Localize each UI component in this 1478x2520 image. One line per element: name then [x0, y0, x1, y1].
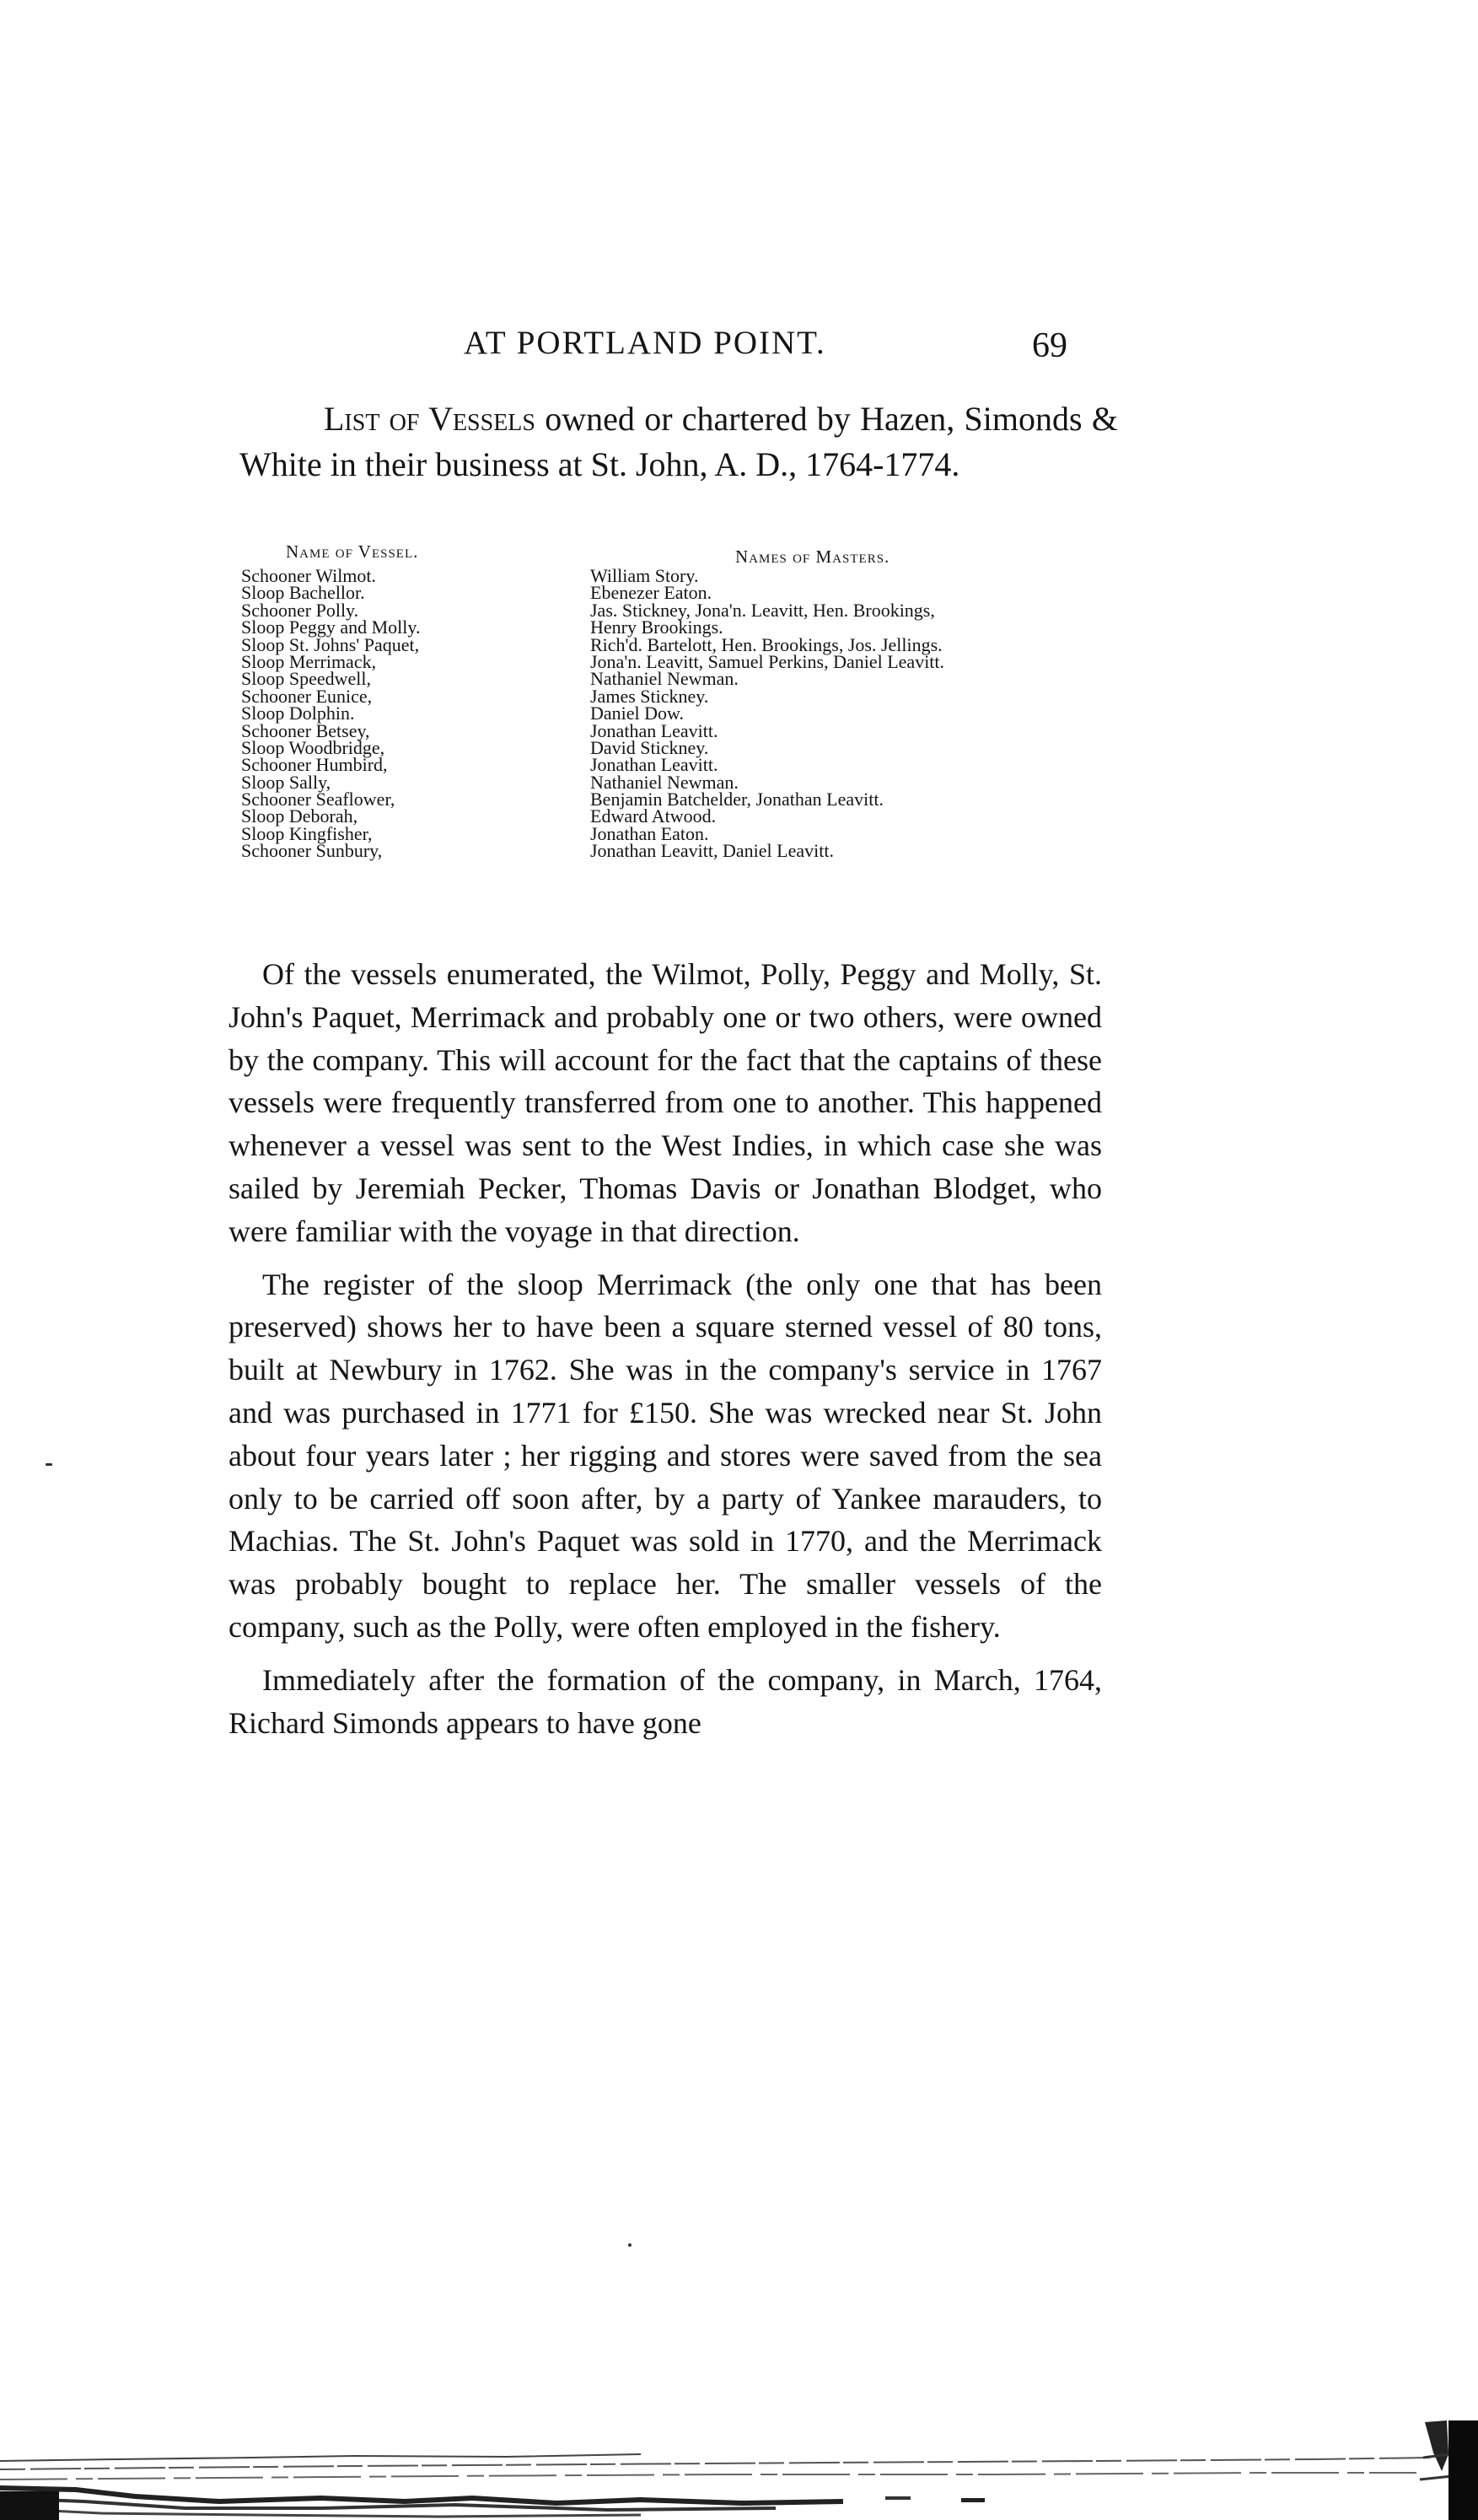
vessel-name: Schooner Betsey, [241, 719, 370, 741]
master-names: Jonathan Leavitt, Daniel Leavitt. [590, 840, 834, 862]
paragraph: Of the vessels enumerated, the Wilmot, Polly, Peggy and Molly, St. John's Paquet, Merrimack and probably one or two others, were owned by the company. This will account for the fact that the captains of these vessels were frequently transferred from one to another. This happened whenever a vessel was sent to the West Indies, in which case she was sailed by Jeremiah Pecker, Thomas Davis or Jonathan Blodget, who were familiar with the voyage in that direction. [228, 957, 1102, 1248]
master-names: William Story. [590, 565, 699, 586]
stray-dot [628, 2243, 632, 2247]
page-number: 69 [1032, 326, 1067, 365]
master-names: Benjamin Batchelder, Jonathan Leavitt. [590, 789, 884, 810]
vessel-name: Sloop St. Johns' Paquet, [241, 633, 420, 655]
vessel-name: Sloop Bachellor. [241, 582, 365, 604]
vessel-name: Sloop Sally, [241, 771, 331, 793]
vessel-name: Schooner Wilmot. [241, 565, 377, 586]
master-names: Jonathan Leavitt. [590, 754, 718, 776]
table-caption [239, 396, 1118, 487]
vessel-name: Sloop Merrimack, [241, 650, 377, 672]
master-names: David Stickney. [590, 736, 709, 758]
master-names: James Stickney. [590, 685, 709, 707]
vessel-name: Schooner Seaflower, [241, 789, 395, 810]
running-title: AT PORTLAND POINT. [464, 325, 826, 361]
margin-mark [46, 1463, 52, 1466]
vessel-name: Sloop Deborah, [241, 805, 358, 827]
vessel-name: Sloop Dolphin. [241, 703, 355, 724]
vessel-name: Sloop Kingfisher, [241, 822, 373, 844]
vessel-name: Schooner Polly. [241, 599, 359, 621]
caption-lead: List of Vessels [324, 400, 535, 438]
master-names: Daniel Dow. [590, 703, 684, 724]
master-names: Edward Atwood. [590, 805, 717, 827]
vessel-name: Schooner Sunbury, [241, 840, 383, 862]
vessel-name: Sloop Speedwell, [241, 668, 371, 690]
vessel-name: Sloop Woodbridge, [241, 736, 385, 758]
vessel-name: Schooner Eunice, [241, 685, 373, 707]
master-names: Rich'd. Bartelott, Hen. Brookings, Jos. Jellings. [590, 633, 943, 655]
paragraph: The register of the sloop Merrimack (the only one that has been preserved) shows her to have been a square sterned vessel of 80 tons, built at Newbury in 1762. She was in the company's service in 1767 and was purchased in 1771 for £150. She was wrecked near St. John about four years later ; her rigging and stores were saved from the sea only to be carried off soon after, by a party of Yankee marauders, to Machias. The St. John's Paquet was sold in 1770, and the Merrimack was probably bought to replace her. The smaller vessels of the company, such as the Polly, were often employed in the fishery. [228, 1267, 1102, 1644]
master-names: Jas. Stickney, Jona'n. Leavitt, Hen. Brookings, [590, 599, 935, 621]
master-names: Nathaniel Newman. [590, 771, 739, 793]
scan-edge-artifact [0, 2420, 1478, 2520]
table-rows [239, 565, 1118, 862]
master-column-header: Names of Masters. [735, 547, 890, 567]
table-row [239, 840, 1118, 862]
master-names: Ebenezer Eaton. [590, 582, 712, 604]
master-names: Nathaniel Newman. [590, 668, 739, 690]
caption-text: owned or chartered by Hazen, Simonds & White in their business at St. John, A. D., 1764-1774. [239, 400, 1118, 483]
master-names: Henry Brookings. [590, 617, 723, 638]
master-names: Jona'n. Leavitt, Samuel Perkins, Daniel Leavitt. [590, 650, 945, 672]
vessel-column-header: Name of Vessel. [286, 541, 419, 562]
body-text [228, 953, 1102, 1754]
master-names: Jonathan Eaton. [590, 822, 709, 844]
vessel-name: Sloop Peggy and Molly. [241, 617, 421, 638]
vessel-name: Schooner Humbird, [241, 754, 388, 776]
paragraph: Immediately after the formation of the company, in March, 1764, Richard Simonds appears to have gone [228, 1662, 1102, 1740]
master-names: Jonathan Leavitt. [590, 719, 718, 741]
running-head [0, 324, 1478, 374]
